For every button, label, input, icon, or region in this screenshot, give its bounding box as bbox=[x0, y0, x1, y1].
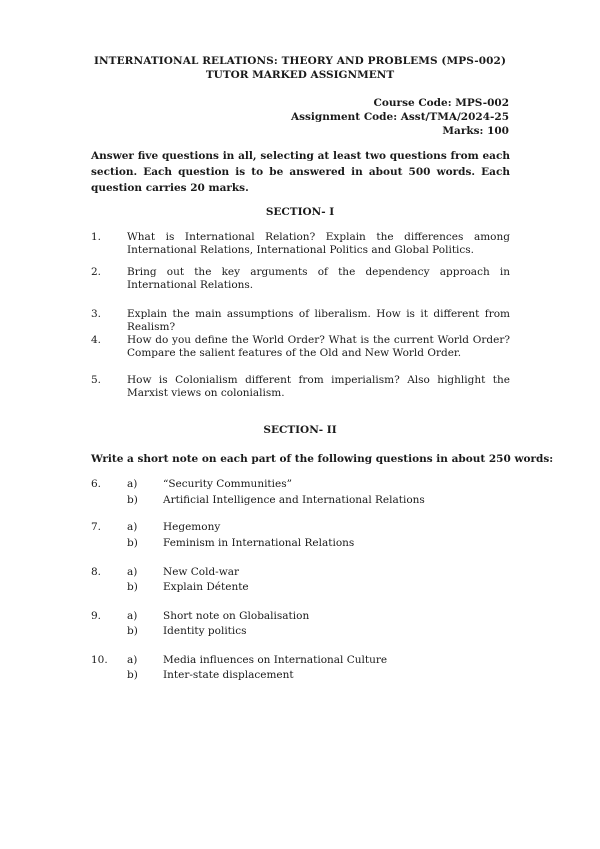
question-text: How is Colonialism different from imperialism? Also highlight the Marxist views on colonialism. bbox=[127, 374, 510, 399]
question-part-b bbox=[91, 625, 511, 639]
question-2 bbox=[91, 266, 510, 292]
document-subtitle: TUTOR MARKED ASSIGNMENT bbox=[205, 69, 395, 81]
question-number: 2. bbox=[91, 266, 102, 278]
section-1-heading: SECTION- I bbox=[265, 206, 335, 218]
course-codes-block bbox=[291, 96, 509, 138]
part-label: a) bbox=[127, 566, 138, 578]
part-label: a) bbox=[127, 478, 138, 490]
question-number: 1. bbox=[91, 231, 102, 243]
question-number: 7. bbox=[91, 521, 102, 533]
part-text: Media influences on International Culture bbox=[163, 654, 388, 666]
part-label: a) bbox=[127, 610, 138, 622]
question-number: 6. bbox=[91, 478, 102, 490]
question-3 bbox=[91, 308, 510, 333]
question-10 bbox=[91, 654, 511, 684]
part-label: b) bbox=[127, 581, 138, 593]
question-text: What is International Relation? Explain the differences among International Relations, International Politics and Global Politics. bbox=[127, 231, 510, 256]
part-label: a) bbox=[127, 654, 138, 666]
section-2-heading: SECTION- II bbox=[263, 424, 337, 436]
question-9 bbox=[91, 610, 511, 640]
question-part-a bbox=[91, 521, 511, 535]
question-number: 9. bbox=[91, 610, 102, 622]
question-4 bbox=[91, 334, 510, 360]
part-text: Hegemony bbox=[163, 521, 221, 533]
question-6 bbox=[91, 478, 511, 508]
question-number: 5. bbox=[91, 374, 102, 386]
part-text: Explain Détente bbox=[163, 581, 249, 593]
course-code: Course Code: MPS-002 bbox=[373, 97, 509, 109]
question-part-a bbox=[91, 654, 511, 668]
question-part-a bbox=[91, 610, 511, 624]
part-text: Short note on Globalisation bbox=[163, 610, 310, 622]
question-part-a bbox=[91, 478, 511, 492]
part-label: b) bbox=[127, 537, 138, 549]
question-part-b bbox=[91, 669, 511, 683]
question-text: Bring out the key arguments of the dependency approach in International Relations. bbox=[127, 266, 510, 291]
question-number: 8. bbox=[91, 566, 102, 578]
assignment-code: Assignment Code: Asst/TMA/2024-25 bbox=[290, 111, 509, 123]
question-number: 4. bbox=[91, 334, 102, 346]
question-8 bbox=[91, 566, 511, 596]
part-label: b) bbox=[127, 669, 138, 681]
question-part-b bbox=[91, 494, 511, 508]
part-text: Artificial Intelligence and International Relations bbox=[163, 494, 425, 506]
question-5 bbox=[91, 374, 510, 400]
section-2-instructions: Write a short note on each part of the following questions in about 250 words: bbox=[91, 453, 554, 465]
part-text: “Security Communities” bbox=[163, 478, 292, 490]
marks: Marks: 100 bbox=[442, 125, 509, 137]
question-text: How do you define the World Order? What is the current World Order? Compare the salient features of the Old and New World Order. bbox=[127, 334, 510, 359]
document-title: INTERNATIONAL RELATIONS: THEORY AND PROBLEMS (MPS-002) bbox=[93, 55, 507, 67]
part-label: b) bbox=[127, 625, 138, 637]
part-text: Feminism in International Relations bbox=[163, 537, 355, 549]
question-number: 3. bbox=[91, 308, 102, 320]
part-label: a) bbox=[127, 521, 138, 533]
part-label: b) bbox=[127, 494, 138, 506]
part-text: New Cold-war bbox=[163, 566, 239, 578]
question-part-a bbox=[91, 566, 511, 580]
question-number: 10. bbox=[91, 654, 108, 666]
part-text: Identity politics bbox=[163, 625, 247, 637]
question-1 bbox=[91, 231, 510, 257]
question-part-b bbox=[91, 537, 511, 551]
part-text: Inter-state displacement bbox=[163, 669, 294, 681]
general-instructions: Answer five questions in all, selecting at least two questions from each section. Each question is to be answered in about 500 words. Each question carries 20 marks. bbox=[91, 150, 510, 194]
question-part-b bbox=[91, 581, 511, 595]
question-text: Explain the main assumptions of liberalism. How is it different from Realism? bbox=[127, 308, 510, 333]
question-7 bbox=[91, 521, 511, 551]
